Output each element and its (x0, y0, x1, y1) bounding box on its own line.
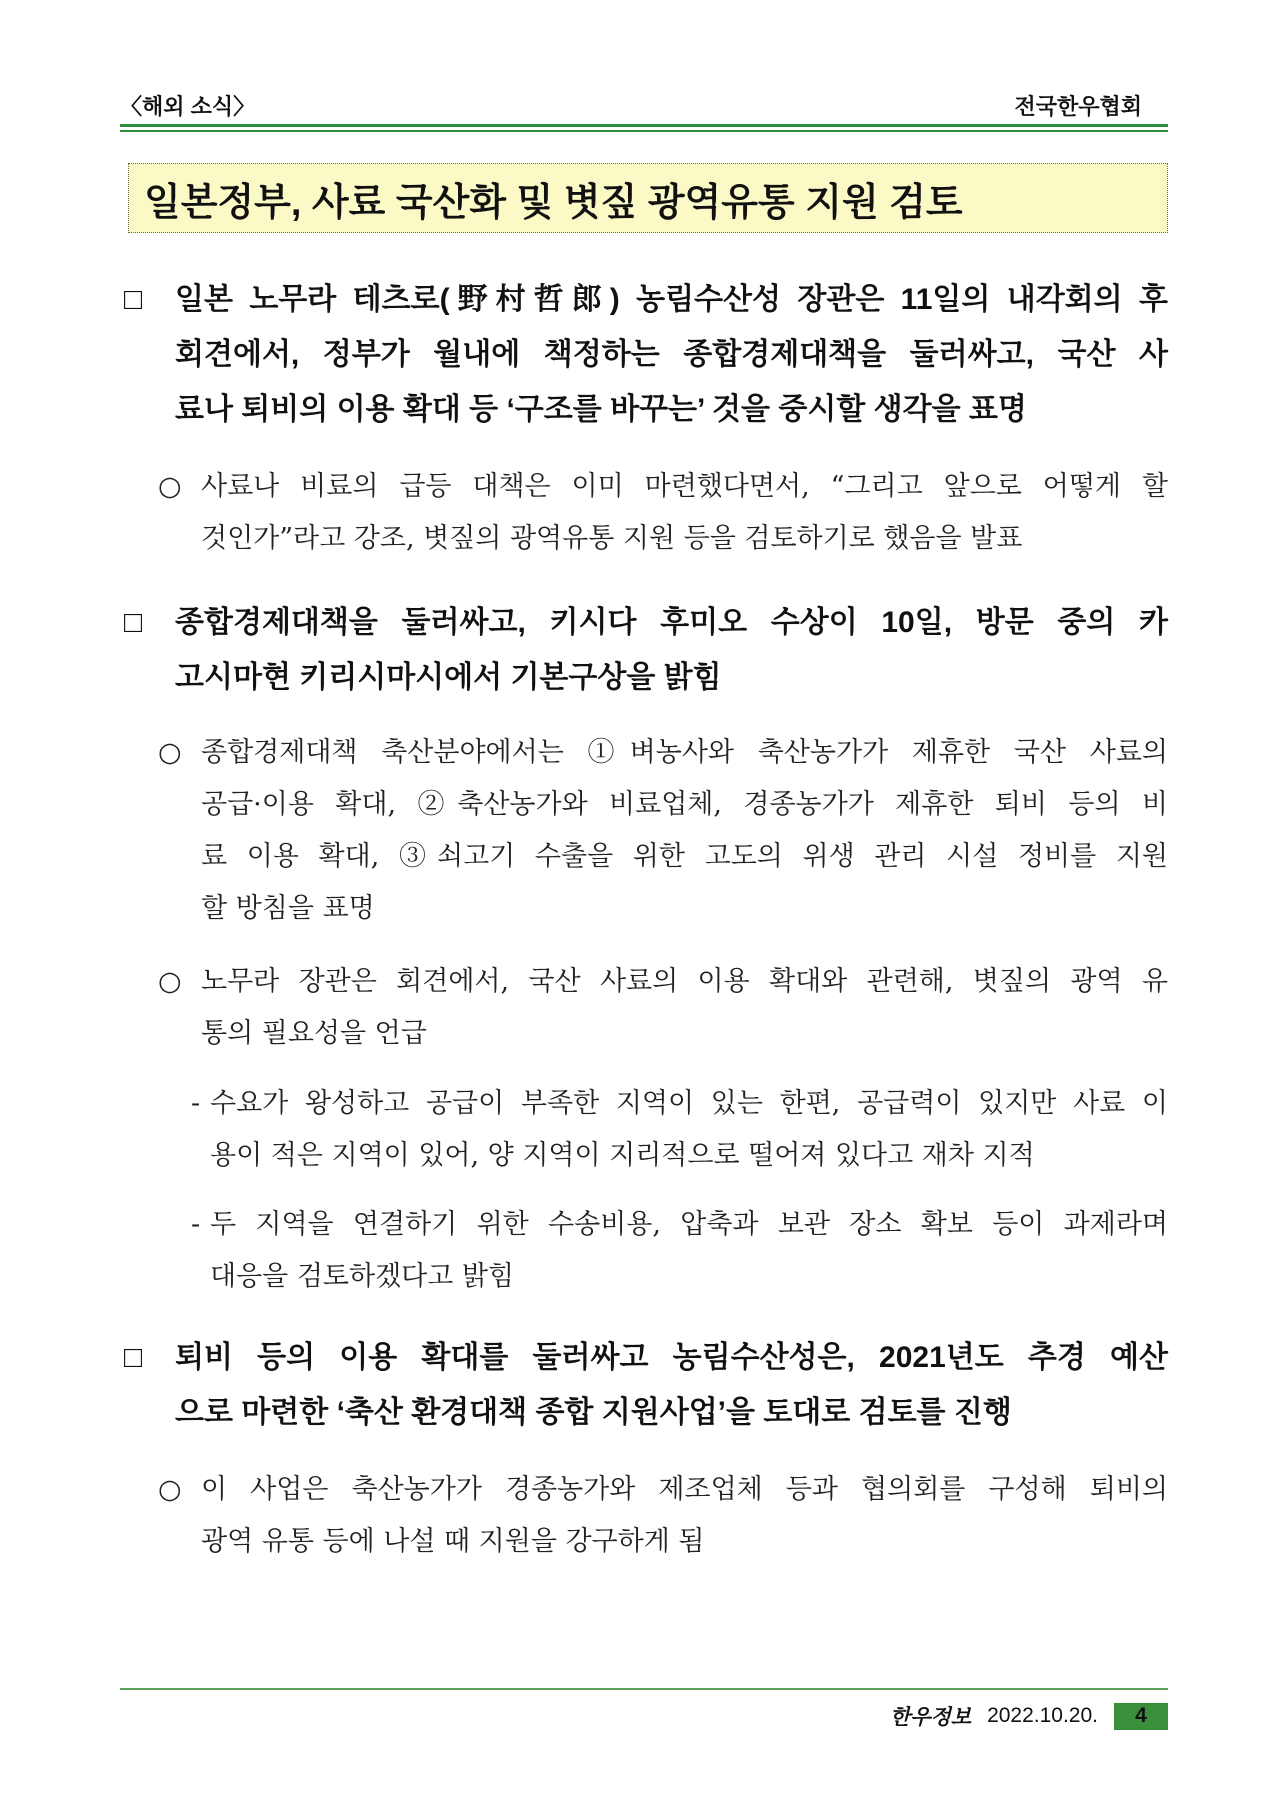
title-box (128, 163, 1168, 233)
publication-name: 한우정보 (889, 1706, 972, 1729)
circle-bullet-icon: ○ (158, 471, 182, 502)
text-line: 것인가”라고 강조, 볏짚의 광역유통 지원 등을 검토하기로 했음을 발표 (201, 523, 1023, 554)
point-text (201, 461, 1168, 565)
circle-bullet-icon: ○ (158, 1474, 182, 1505)
section-2-text (175, 595, 1168, 705)
section-3-text (175, 1330, 1168, 1440)
text-line: 용이 적은 지역이 있어, 양 지역이 지리적으로 떨어져 있다고 재차 지적 (210, 1140, 1035, 1171)
text-line: 회견에서, 정부가 월내에 책정하는 종합경제대책을 둘러싸고, 국산 사 (175, 338, 1168, 371)
header-rule-thick (120, 124, 1168, 127)
detail-text (210, 1078, 1168, 1182)
square-bullet-icon: □ (124, 1341, 143, 1374)
text-line: 사료나 비료의 급등 대책은 이미 마련했다면서, “그리고 앞으로 어떻게 할 (201, 471, 1168, 502)
dash-bullet-icon: - (191, 1088, 201, 1119)
text-line: 종합경제대책을 둘러싸고, 키시다 후미오 수상이 10일, 방문 중의 카 (175, 606, 1168, 639)
publication-date: 2022.10.20. (987, 1704, 1098, 1727)
circle-bullet-icon: ○ (158, 966, 182, 997)
text-line: 료나 퇴비의 이용 확대 등 ‘구조를 바꾸는’ 것을 중시할 생각을 표명 (175, 393, 1027, 426)
organization-name: 전국한우협회 (1014, 94, 1142, 119)
text-line: 일본 노무라 테츠로(野村哲郎) 농림수산성 장관은 11일의 내각회의 후 (175, 283, 1168, 316)
text-line: 료 이용 확대, ③쇠고기 수출을 위한 고도의 위생 관리 시설 정비를 지원 (201, 841, 1168, 872)
point-text (201, 727, 1168, 935)
text-line: 수요가 왕성하고 공급이 부족한 지역이 있는 한편, 공급력이 있지만 사료 이 (210, 1088, 1168, 1119)
text-line: 할 방침을 표명 (201, 893, 375, 924)
section-1-text (175, 272, 1168, 437)
text-line: 통의 필요성을 언급 (201, 1018, 427, 1049)
text-line: 이 사업은 축산농가가 경종농가와 제조업체 등과 협의회를 구성해 퇴비의 (201, 1474, 1168, 1505)
point-text (201, 1464, 1168, 1568)
text-line: 고시마현 키리시마시에서 기본구상을 밝힘 (175, 661, 722, 694)
text-line: 대응을 검토하겠다고 밝힘 (210, 1261, 515, 1292)
square-bullet-icon: □ (124, 606, 143, 639)
text-line: 공급·이용 확대, ②축산농가와 비료업체, 경종농가가 제휴한 퇴비 등의 비 (201, 789, 1168, 820)
square-bullet-icon: □ (124, 283, 143, 316)
text-line: 광역 유통 등에 나설 때 지원을 강구하게 됨 (201, 1526, 705, 1557)
text-line: 퇴비 등의 이용 확대를 둘러싸고 농림수산성은, 2021년도 추경 예산 (175, 1341, 1168, 1374)
footer (890, 1702, 1168, 1730)
text-line: 두 지역을 연결하기 위한 수송비용, 압축과 보관 장소 확보 등이 과제라며 (210, 1209, 1168, 1240)
text-line: 노무라 장관은 회견에서, 국산 사료의 이용 확대와 관련해, 볏짚의 광역 유 (201, 966, 1168, 997)
circle-bullet-icon: ○ (158, 737, 182, 768)
text-line: 으로 마련한 ‘축산 환경대책 종합 지원사업’을 토대로 검토를 진행 (175, 1396, 1012, 1429)
detail-text (210, 1199, 1168, 1303)
text-line: 종합경제대책 축산분야에서는 ①벼농사와 축산농가가 제휴한 국산 사료의 (201, 737, 1168, 768)
category-label: 〈해외 소식〉 (120, 94, 256, 119)
point-text (201, 956, 1168, 1060)
page-number-badge: 4 (1114, 1703, 1168, 1730)
header-rule-thin (120, 130, 1168, 132)
page-title: 일본정부, 사료 국산화 및 볏짚 광역유통 지원 검토 (144, 181, 963, 224)
footer-rule (120, 1688, 1168, 1690)
dash-bullet-icon: - (191, 1209, 201, 1240)
